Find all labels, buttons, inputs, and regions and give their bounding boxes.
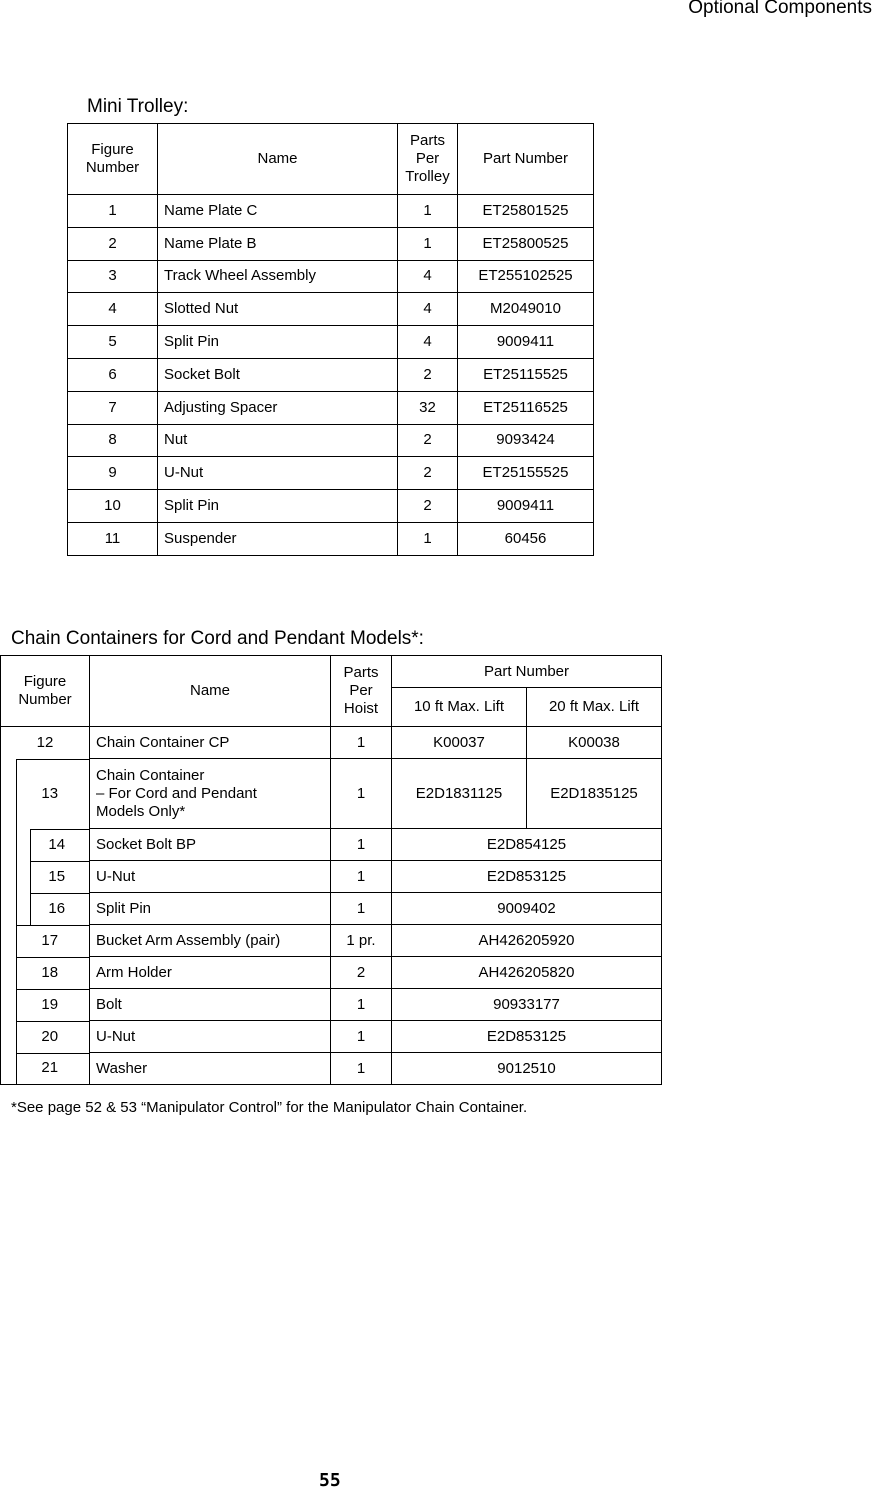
chain-containers-title: Chain Containers for Cord and Pendant Models*: (11, 628, 424, 649)
mini-trolley-table (67, 123, 594, 556)
name-cell: U-Nut (158, 457, 398, 490)
group-line-after-16 (16, 925, 90, 926)
part-number-cell: E2D853125 (392, 1021, 662, 1053)
part-number-cell: E2D854125 (392, 829, 662, 861)
table-row (68, 358, 594, 391)
figure-number-cell: 7 (68, 391, 158, 424)
part-number-20ft-cell: E2D1835125 (527, 759, 662, 829)
figure-number-cell: 15 (1, 861, 90, 893)
header-parts-per-hoist: Parts Per Hoist (331, 656, 392, 727)
mini-trolley-title: Mini Trolley: (87, 96, 189, 117)
part-number-cell: ET25800525 (458, 227, 594, 260)
part-number-cell: 9009411 (458, 490, 594, 523)
quantity-cell: 2 (398, 424, 458, 457)
quantity-cell: 1 (331, 989, 392, 1021)
group-line-row (16, 989, 90, 990)
table-header-row (1, 656, 662, 688)
name-cell: Split Pin (90, 893, 331, 925)
figure-number-cell: 4 (68, 293, 158, 326)
group-line-outer (0, 727, 1, 1085)
figure-number-cell: 8 (68, 424, 158, 457)
figure-number-cell: 3 (68, 260, 158, 293)
table-row (68, 490, 594, 523)
quantity-cell: 1 (331, 1053, 392, 1085)
header-name: Name (158, 124, 398, 195)
table-row (1, 829, 662, 861)
part-number-cell: 90933177 (392, 989, 662, 1021)
part-number-10ft-cell: E2D1831125 (392, 759, 527, 829)
part-number-cell: ET25801525 (458, 195, 594, 228)
figure-number-cell: 10 (68, 490, 158, 523)
quantity-cell: 4 (398, 326, 458, 359)
part-number-10ft-cell: K00037 (392, 727, 527, 759)
group-line-row (30, 861, 90, 862)
name-cell: Suspender (158, 522, 398, 555)
figure-number-cell: 16 (1, 893, 90, 925)
figure-number-cell: 12 (1, 727, 90, 759)
name-cell: Split Pin (158, 326, 398, 359)
figure-number-cell: 11 (68, 522, 158, 555)
part-number-cell: AH426205920 (392, 925, 662, 957)
header-20ft-lift: 20 ft Max. Lift (527, 688, 662, 727)
quantity-cell: 1 (331, 861, 392, 893)
quantity-cell: 1 (331, 893, 392, 925)
quantity-cell: 1 (331, 1021, 392, 1053)
group-line-level2 (16, 759, 17, 1085)
figure-number-cell: 5 (68, 326, 158, 359)
figure-number-cell: 2 (68, 227, 158, 260)
header-name: Name (90, 656, 331, 727)
name-cell: Track Wheel Assembly (158, 260, 398, 293)
table-row (68, 391, 594, 424)
part-number-cell: 9009411 (458, 326, 594, 359)
figure-number-cell: 9 (68, 457, 158, 490)
table-row (68, 195, 594, 228)
name-line: – For Cord and Pendant (96, 784, 257, 802)
quantity-cell: 1 pr. (331, 925, 392, 957)
table-row (1, 989, 662, 1021)
table-row (1, 1021, 662, 1053)
name-cell: Adjusting Spacer (158, 391, 398, 424)
page-number: 55 (319, 1470, 341, 1491)
name-cell: Name Plate B (158, 227, 398, 260)
figure-number-cell: 6 (68, 358, 158, 391)
part-number-cell: M2049010 (458, 293, 594, 326)
part-number-20ft-cell: K00038 (527, 727, 662, 759)
name-cell: Bucket Arm Assembly (pair) (90, 925, 331, 957)
table-row (1, 925, 662, 957)
part-number-cell: AH426205820 (392, 957, 662, 989)
name-cell (90, 759, 331, 829)
name-cell: U-Nut (90, 1021, 331, 1053)
name-cell: Arm Holder (90, 957, 331, 989)
name-cell: Socket Bolt BP (90, 829, 331, 861)
part-number-cell: E2D853125 (392, 861, 662, 893)
part-number-cell: 9012510 (392, 1053, 662, 1085)
name-line: Chain Container (96, 766, 205, 784)
figure-number-cell: 19 (1, 989, 90, 1021)
part-number-cell: ET25116525 (458, 391, 594, 424)
name-cell: Washer (90, 1053, 331, 1085)
part-number-cell: ET25155525 (458, 457, 594, 490)
group-line-top-13 (16, 759, 90, 760)
quantity-cell: 2 (398, 457, 458, 490)
footnote: *See page 52 & 53 “Manipulator Control” for the Manipulator Chain Container. (11, 1099, 528, 1116)
part-number-cell: 60456 (458, 522, 594, 555)
table-row (1, 957, 662, 989)
header-parts-per-trolley: Parts Per Trolley (398, 124, 458, 195)
name-cell: Bolt (90, 989, 331, 1021)
name-cell: Name Plate C (158, 195, 398, 228)
name-cell: Split Pin (158, 490, 398, 523)
figure-number-cell: 17 (1, 925, 90, 957)
name-cell: Chain Container CP (90, 727, 331, 759)
group-line-level3 (30, 829, 31, 925)
figure-number-cell: 1 (68, 195, 158, 228)
table-row (68, 227, 594, 260)
table-row (68, 293, 594, 326)
group-line-row (30, 829, 90, 830)
table-row (68, 457, 594, 490)
table-row (68, 326, 594, 359)
group-line-row (16, 1021, 90, 1022)
figure-number-cell: 14 (1, 829, 90, 861)
quantity-cell: 2 (331, 957, 392, 989)
header-figure-number: Figure Number (68, 124, 158, 195)
table-row (68, 424, 594, 457)
figure-number-cell: 13 (1, 759, 90, 829)
table-row (1, 893, 662, 925)
chain-containers-table (0, 655, 662, 1085)
name-cell: Socket Bolt (158, 358, 398, 391)
table-row (68, 260, 594, 293)
quantity-cell: 32 (398, 391, 458, 424)
table-header-row (68, 124, 594, 195)
group-line-row (16, 1053, 90, 1054)
quantity-cell: 1 (331, 759, 392, 829)
header-part-number: Part Number (392, 656, 662, 688)
header-10ft-lift: 10 ft Max. Lift (392, 688, 527, 727)
figure-number-cell: 20 (1, 1021, 90, 1053)
name-cell: Slotted Nut (158, 293, 398, 326)
quantity-cell: 2 (398, 490, 458, 523)
name-line: Models Only* (96, 802, 186, 820)
figure-number-cell: 18 (1, 957, 90, 989)
figure-number-cell: 21 (1, 1053, 90, 1085)
table-row (1, 1053, 662, 1085)
quantity-cell: 2 (398, 358, 458, 391)
part-number-cell: 9009402 (392, 893, 662, 925)
name-cell: Nut (158, 424, 398, 457)
table-row (1, 861, 662, 893)
table-row (68, 522, 594, 555)
quantity-cell: 1 (398, 227, 458, 260)
table-row (1, 759, 662, 829)
group-line-row (30, 893, 90, 894)
quantity-cell: 1 (398, 522, 458, 555)
quantity-cell: 4 (398, 260, 458, 293)
name-cell: U-Nut (90, 861, 331, 893)
quantity-cell: 4 (398, 293, 458, 326)
table-row (1, 727, 662, 759)
quantity-cell: 1 (398, 195, 458, 228)
part-number-cell: 9093424 (458, 424, 594, 457)
part-number-cell: ET255102525 (458, 260, 594, 293)
quantity-cell: 1 (331, 829, 392, 861)
section-header: Optional Components (688, 0, 872, 18)
header-figure-number: Figure Number (1, 656, 90, 727)
group-line-row (16, 957, 90, 958)
part-number-cell: ET25115525 (458, 358, 594, 391)
header-part-number: Part Number (458, 124, 594, 195)
quantity-cell: 1 (331, 727, 392, 759)
group-line-bottom (0, 1084, 90, 1085)
